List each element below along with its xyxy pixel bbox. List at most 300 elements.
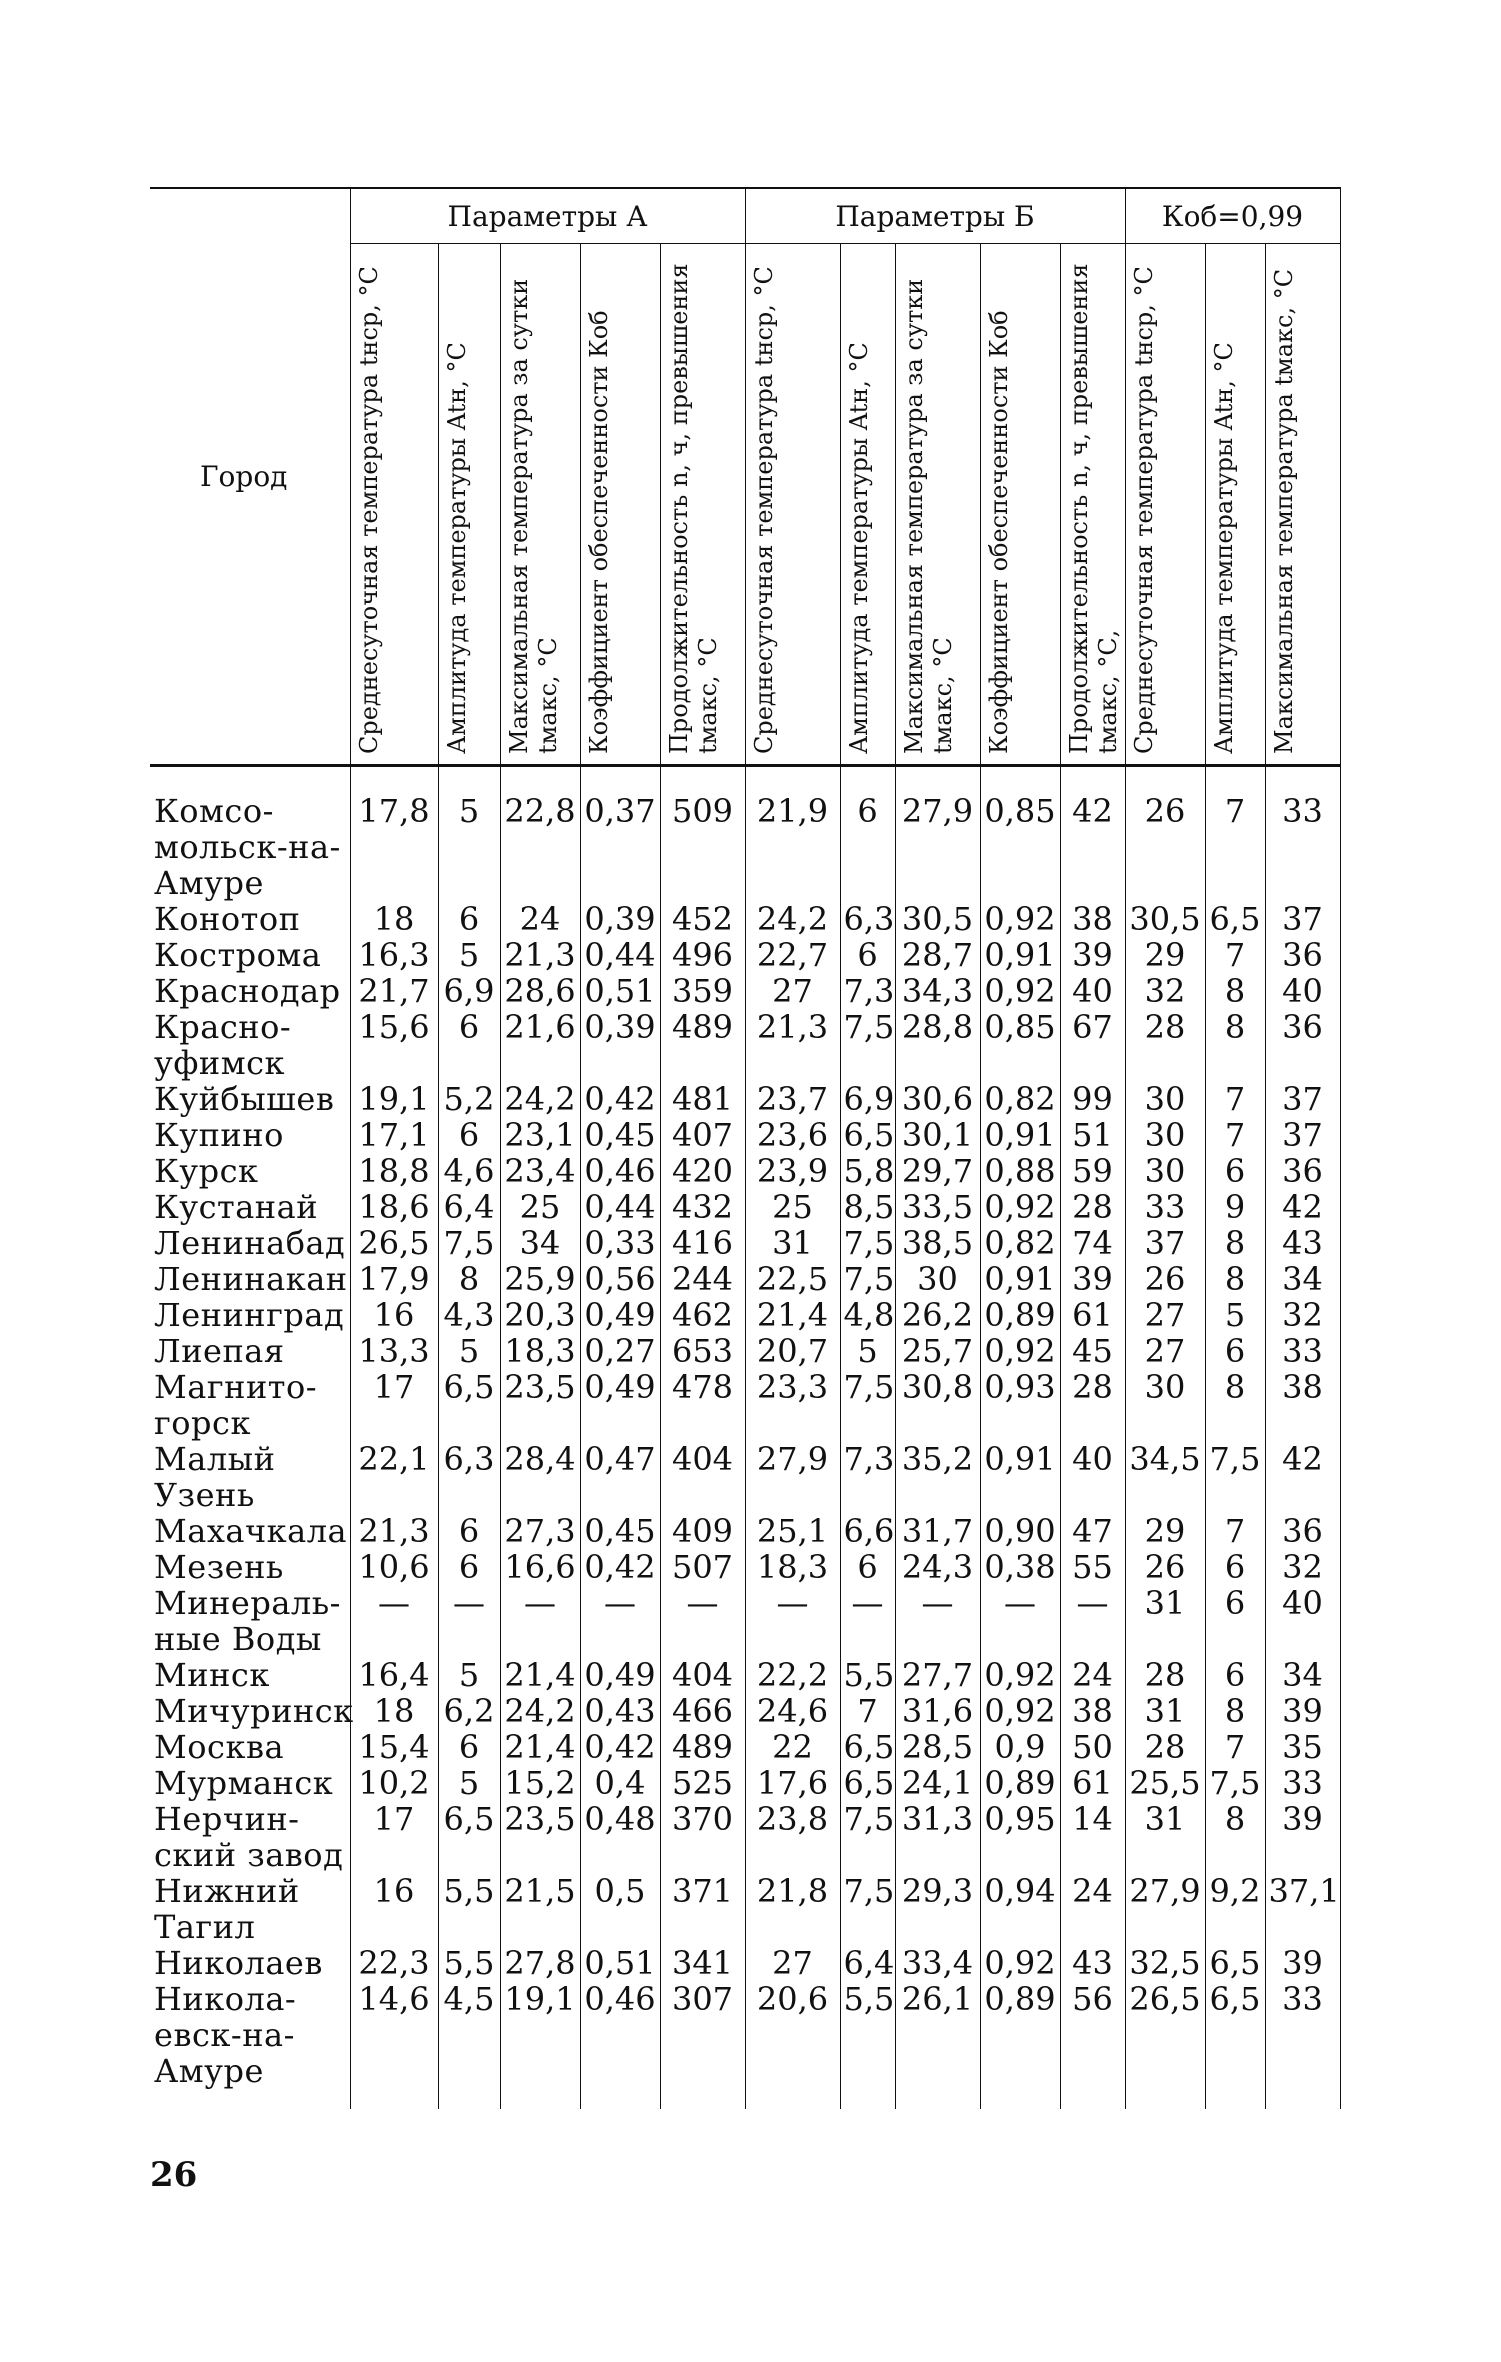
table-cell: 24 (500, 901, 580, 937)
table-cell: 0,37 (580, 766, 660, 902)
table-cell: 15,4 (350, 1729, 438, 1765)
column-header (580, 244, 660, 766)
column-header-text: Коэффициент обеспеченности Коб (584, 310, 613, 754)
table-cell: 30,5 (895, 901, 980, 937)
table-cell: 40 (1265, 973, 1340, 1009)
table-cell: 18,6 (350, 1189, 438, 1225)
table-cell: — (580, 1585, 660, 1657)
table-cell: 30,6 (895, 1081, 980, 1117)
column-header-text: Амплитуда температуры Atн, °С (442, 342, 471, 754)
table-row (150, 1801, 1340, 1873)
table-cell: 0,85 (980, 1009, 1060, 1081)
table-cell: 0,39 (580, 1009, 660, 1081)
table-cell: — (980, 1585, 1060, 1657)
table-cell: 59 (1060, 1153, 1125, 1189)
table-cell: 27,9 (895, 766, 980, 902)
table-row (150, 1153, 1340, 1189)
table-cell: 0,91 (980, 1261, 1060, 1297)
table-cell: 6 (1205, 1585, 1265, 1657)
table-cell: 0,90 (980, 1513, 1060, 1549)
table-cell: 45 (1060, 1333, 1125, 1369)
table-cell: 33,4 (895, 1945, 980, 1981)
table-cell: 28 (1125, 1657, 1205, 1693)
table-cell: 21,3 (500, 937, 580, 973)
table-cell: 18 (350, 1693, 438, 1729)
table-cell: 0,93 (980, 1369, 1060, 1441)
table-body (150, 766, 1340, 2110)
column-header (350, 244, 438, 766)
table-cell: 6,3 (438, 1441, 500, 1513)
table-cell: 0,92 (980, 1333, 1060, 1369)
column-header (660, 244, 745, 766)
table-cell: 28 (1060, 1369, 1125, 1441)
table-cell: 30,8 (895, 1369, 980, 1441)
table-cell: 9,2 (1205, 1873, 1265, 1945)
table-cell: 6,5 (840, 1117, 895, 1153)
table-cell: 32 (1265, 1297, 1340, 1333)
city-name: Ленинград (154, 1296, 345, 1334)
table-cell: 359 (660, 973, 745, 1009)
table-cell: 7 (1205, 1729, 1265, 1765)
table-cell: 6 (840, 1549, 895, 1585)
table-cell: 38 (1265, 1369, 1340, 1441)
table-cell: 0,44 (580, 937, 660, 973)
table-cell: 5 (438, 1333, 500, 1369)
table-cell: 23,5 (500, 1801, 580, 1873)
table-cell: 0,88 (980, 1153, 1060, 1189)
column-header (895, 244, 980, 766)
table-cell: 0,92 (980, 1189, 1060, 1225)
table-cell: — (500, 1585, 580, 1657)
city-name: Минераль- ные Воды (154, 1584, 341, 1658)
city-name: Нижний Тагил (154, 1872, 300, 1946)
table-cell: 0,51 (580, 1945, 660, 1981)
table-cell: 404 (660, 1441, 745, 1513)
table-cell: 244 (660, 1261, 745, 1297)
table-cell: 0,9 (980, 1729, 1060, 1765)
climate-table (150, 187, 1341, 2109)
table-cell: 21,4 (500, 1657, 580, 1693)
table-cell: 74 (1060, 1225, 1125, 1261)
city-column-header: Город (150, 188, 350, 766)
table-cell: 0,51 (580, 973, 660, 1009)
table-cell: 24,2 (500, 1693, 580, 1729)
city-name: Москва (154, 1728, 285, 1766)
table-cell: 0,82 (980, 1225, 1060, 1261)
table-cell: 21,4 (500, 1729, 580, 1765)
table-cell: 0,49 (580, 1297, 660, 1333)
table-cell: 466 (660, 1693, 745, 1729)
table-cell: 30 (1125, 1369, 1205, 1441)
table-cell: 7,5 (840, 1225, 895, 1261)
table-cell: 7,3 (840, 973, 895, 1009)
table-cell: 21,9 (745, 766, 840, 902)
table-cell: 42 (1265, 1189, 1340, 1225)
table-cell: 0,46 (580, 1153, 660, 1189)
table-cell: — (660, 1585, 745, 1657)
table-cell: 37 (1265, 901, 1340, 937)
table-cell: 7 (1205, 1513, 1265, 1549)
table-cell: 6 (438, 1729, 500, 1765)
table-cell: 21,5 (500, 1873, 580, 1945)
table-cell: 6,5 (1205, 1981, 1265, 2109)
table-row (150, 766, 1340, 902)
table-cell: 6,3 (840, 901, 895, 937)
table-cell: 37 (1265, 1117, 1340, 1153)
table-cell: 18,3 (500, 1333, 580, 1369)
column-header (980, 244, 1060, 766)
table-cell: 42 (1265, 1441, 1340, 1513)
table-cell: 0,33 (580, 1225, 660, 1261)
table-cell: 39 (1265, 1693, 1340, 1729)
table-cell: 31,6 (895, 1693, 980, 1729)
table-cell: 18 (350, 901, 438, 937)
column-header-text: Среднесуточная температура tнср, °С (354, 266, 383, 754)
table-cell: 38 (1060, 901, 1125, 937)
column-header-text: Амплитуда температуры Atн, °С (844, 342, 873, 754)
city-name: Комсо- мольск-на- Амуре (154, 792, 341, 902)
table-cell: 7 (1205, 1117, 1265, 1153)
table-cell: 6,5 (1205, 1945, 1265, 1981)
column-header-text: Максимальная температура за сутки tмакс, °С (504, 278, 562, 754)
column-header-text: Продолжительность n, ч, превышения tмакс, °С (664, 263, 722, 754)
table-cell: — (1060, 1585, 1125, 1657)
table-cell: 6,5 (438, 1369, 500, 1441)
column-header-text: Продолжительность n, ч, превышения tмакс, °С, (1064, 263, 1122, 754)
table-cell: 7,5 (840, 1261, 895, 1297)
table-cell: — (840, 1585, 895, 1657)
table-cell: 40 (1265, 1585, 1340, 1657)
table-cell: 43 (1265, 1225, 1340, 1261)
table-cell: 47 (1060, 1513, 1125, 1549)
city-name: Мурманск (154, 1764, 334, 1802)
table-cell: 370 (660, 1801, 745, 1873)
table-cell: 38,5 (895, 1225, 980, 1261)
table-row (150, 1189, 1340, 1225)
table-cell: 0,42 (580, 1549, 660, 1585)
table-cell: 67 (1060, 1009, 1125, 1081)
table-cell: 36 (1265, 1009, 1340, 1081)
table-cell: 30 (1125, 1117, 1205, 1153)
table-cell: 27 (745, 1945, 840, 1981)
table-cell: 6,5 (840, 1765, 895, 1801)
table-cell: 16,6 (500, 1549, 580, 1585)
table-cell: 36 (1265, 937, 1340, 973)
table-cell: 42 (1060, 766, 1125, 902)
table-cell: 7,5 (1205, 1765, 1265, 1801)
table-cell: 29,3 (895, 1873, 980, 1945)
table-cell: 27,9 (745, 1441, 840, 1513)
table-cell: 28 (1060, 1189, 1125, 1225)
table-cell: 0,89 (980, 1765, 1060, 1801)
column-header (1265, 244, 1340, 766)
table-cell: 8 (1205, 1693, 1265, 1729)
table-cell: 39 (1265, 1801, 1340, 1873)
table-cell: 5,5 (438, 1945, 500, 1981)
table-cell: — (745, 1585, 840, 1657)
group-header-params-b: Параметры Б (745, 188, 1125, 244)
table-cell: 21,4 (745, 1297, 840, 1333)
table-cell: 478 (660, 1369, 745, 1441)
table-cell: 0,91 (980, 937, 1060, 973)
table-cell: 20,7 (745, 1333, 840, 1369)
table-row (150, 1765, 1340, 1801)
city-name: Кострома (154, 936, 322, 974)
table-row (150, 1369, 1340, 1441)
table-cell: 19,1 (350, 1081, 438, 1117)
table-cell: 39 (1060, 937, 1125, 973)
table-cell: 37 (1265, 1081, 1340, 1117)
table-row (150, 1225, 1340, 1261)
table-cell: 6,5 (438, 1801, 500, 1873)
table-cell: 22 (745, 1729, 840, 1765)
table-cell: 28 (1125, 1729, 1205, 1765)
table-cell: 5,8 (840, 1153, 895, 1189)
table-cell: 33,5 (895, 1189, 980, 1225)
table-cell: 307 (660, 1981, 745, 2109)
table-cell: 17,1 (350, 1117, 438, 1153)
city-name: Мичуринск (154, 1692, 354, 1730)
table-cell: 0,92 (980, 1657, 1060, 1693)
table-cell: 17,6 (745, 1765, 840, 1801)
table-cell: 34,5 (1125, 1441, 1205, 1513)
table-cell: 341 (660, 1945, 745, 1981)
table-cell: 420 (660, 1153, 745, 1189)
table-cell: 0,82 (980, 1081, 1060, 1117)
table-row (150, 937, 1340, 973)
table-cell: 8 (1205, 1009, 1265, 1081)
table-cell: 61 (1060, 1765, 1125, 1801)
table-cell: 24,2 (745, 901, 840, 937)
city-name: Мезень (154, 1548, 284, 1586)
table-cell: 6,2 (438, 1693, 500, 1729)
table-cell: 23,8 (745, 1801, 840, 1873)
table-cell: 18,3 (745, 1549, 840, 1585)
column-header-text: Среднесуточная температура tнср, °С (1129, 266, 1158, 754)
table-cell: 32 (1125, 973, 1205, 1009)
table-cell: 0,5 (580, 1873, 660, 1945)
table-cell: 7,5 (840, 1873, 895, 1945)
city-name: Николаев (154, 1944, 323, 1982)
table-cell: 21,6 (500, 1009, 580, 1081)
table-cell: 6,9 (840, 1081, 895, 1117)
table-cell: 40 (1060, 1441, 1125, 1513)
table-cell: 31 (745, 1225, 840, 1261)
table-cell: 452 (660, 901, 745, 937)
city-name: Куйбышев (154, 1080, 335, 1118)
table-cell: 34,3 (895, 973, 980, 1009)
table-cell: 496 (660, 937, 745, 973)
table-cell: 6,5 (840, 1729, 895, 1765)
table-cell: 509 (660, 766, 745, 902)
table-cell: 5,5 (840, 1657, 895, 1693)
table-cell: 17,9 (350, 1261, 438, 1297)
table-cell: 416 (660, 1225, 745, 1261)
table-cell: 30 (1125, 1081, 1205, 1117)
city-name: Малый Узень (154, 1440, 276, 1514)
table-cell: 25,1 (745, 1513, 840, 1549)
table-cell: 61 (1060, 1297, 1125, 1333)
table-cell: 10,6 (350, 1549, 438, 1585)
table-cell: 17 (350, 1369, 438, 1441)
table-cell: 0,48 (580, 1801, 660, 1873)
table-cell: 8,5 (840, 1189, 895, 1225)
table-cell: 0,38 (980, 1549, 1060, 1585)
table-cell: 7,5 (1205, 1441, 1265, 1513)
table-cell: 23,1 (500, 1117, 580, 1153)
table-cell: 36 (1265, 1153, 1340, 1189)
table-cell: 17 (350, 1801, 438, 1873)
table-cell: 26,5 (1125, 1981, 1205, 2109)
city-name: Краснодар (154, 972, 341, 1010)
table-cell: 13,3 (350, 1333, 438, 1369)
table-cell: 23,3 (745, 1369, 840, 1441)
table-cell: 36 (1265, 1513, 1340, 1549)
table-cell: 4,8 (840, 1297, 895, 1333)
group-header-kob: Коб=0,99 (1125, 188, 1340, 244)
column-header (438, 244, 500, 766)
table-cell: 39 (1060, 1261, 1125, 1297)
table-cell: 7 (1205, 1081, 1265, 1117)
table-cell: 25,5 (1125, 1765, 1205, 1801)
table-row (150, 1657, 1340, 1693)
table-cell: 4,3 (438, 1297, 500, 1333)
table-cell: 30 (895, 1261, 980, 1297)
table-cell: 0,44 (580, 1189, 660, 1225)
table-cell: 39 (1265, 1945, 1340, 1981)
table-cell: 28,7 (895, 937, 980, 973)
table-cell: 6,4 (840, 1945, 895, 1981)
table-cell: 31,3 (895, 1801, 980, 1873)
table-row (150, 901, 1340, 937)
table-cell: 0,92 (980, 901, 1060, 937)
table-cell: 43 (1060, 1945, 1125, 1981)
table-cell: 27,9 (1125, 1873, 1205, 1945)
table-cell: 0,45 (580, 1117, 660, 1153)
table-cell: 22,5 (745, 1261, 840, 1297)
column-header-text: Максимальная температура за сутки tмакс, °С (899, 278, 957, 754)
table-cell: 0,56 (580, 1261, 660, 1297)
table-cell: 37 (1125, 1225, 1205, 1261)
table-cell: 7,5 (840, 1369, 895, 1441)
table-cell: 17,8 (350, 766, 438, 902)
table-cell: 28,6 (500, 973, 580, 1009)
table-cell: 5,5 (438, 1873, 500, 1945)
table-cell: 8 (1205, 1369, 1265, 1441)
table-cell: 5 (840, 1333, 895, 1369)
table-row (150, 1441, 1340, 1513)
table-cell: 9 (1205, 1189, 1265, 1225)
table-row (150, 1117, 1340, 1153)
table-row (150, 1081, 1340, 1117)
city-name: Купино (154, 1116, 284, 1154)
table-cell: 16,4 (350, 1657, 438, 1693)
table-cell: 15,6 (350, 1009, 438, 1081)
column-header-text: Максимальная температура tмакс, °С (1269, 268, 1298, 754)
table-cell: 507 (660, 1549, 745, 1585)
city-name: Конотоп (154, 900, 301, 938)
table-cell: 28 (1125, 1009, 1205, 1081)
table-cell: 19,1 (500, 1981, 580, 2109)
table-cell: 7 (840, 1693, 895, 1729)
table-cell: 23,9 (745, 1153, 840, 1189)
table-cell: 31,7 (895, 1513, 980, 1549)
table-cell: 0,42 (580, 1729, 660, 1765)
table-cell: 21,7 (350, 973, 438, 1009)
column-header-text: Амплитуда температуры Atн, °С (1209, 342, 1238, 754)
table-cell: 55 (1060, 1549, 1125, 1585)
table-cell: 21,8 (745, 1873, 840, 1945)
table-cell: 6 (438, 1009, 500, 1081)
table-cell: 23,4 (500, 1153, 580, 1189)
city-name: Кустанай (154, 1188, 319, 1226)
table-cell: 23,5 (500, 1369, 580, 1441)
table-cell: 6 (1205, 1333, 1265, 1369)
table-cell: 26,1 (895, 1981, 980, 2109)
table-cell: 30,5 (1125, 901, 1205, 937)
table-row (150, 1945, 1340, 1981)
table-cell: 29 (1125, 1513, 1205, 1549)
table-cell: 0,94 (980, 1873, 1060, 1945)
table-cell: 4,5 (438, 1981, 500, 2109)
table-cell: 8 (1205, 1225, 1265, 1261)
table-row (150, 1693, 1340, 1729)
table-cell: 33 (1265, 766, 1340, 902)
table-cell: 24 (1060, 1873, 1125, 1945)
table-cell: 6 (438, 901, 500, 937)
table-cell: 28,8 (895, 1009, 980, 1081)
city-name: Курск (154, 1152, 259, 1190)
table-cell: 4,6 (438, 1153, 500, 1189)
table-cell: 35 (1265, 1729, 1340, 1765)
table-cell: 22,1 (350, 1441, 438, 1513)
column-header (1205, 244, 1265, 766)
table-cell: 51 (1060, 1117, 1125, 1153)
table-cell: — (438, 1585, 500, 1657)
table-cell: — (895, 1585, 980, 1657)
table-cell: 24 (1060, 1657, 1125, 1693)
table-cell: 32,5 (1125, 1945, 1205, 1981)
table-cell: 5 (1205, 1297, 1265, 1333)
table-cell: 481 (660, 1081, 745, 1117)
table-cell: 0,89 (980, 1297, 1060, 1333)
table-cell: 409 (660, 1513, 745, 1549)
table-cell: 8 (1205, 1801, 1265, 1873)
table-cell: 0,92 (980, 1693, 1060, 1729)
table-cell: 40 (1060, 973, 1125, 1009)
city-name: Махачкала (154, 1512, 348, 1550)
table-row (150, 1729, 1340, 1765)
table-cell: 6 (1205, 1549, 1265, 1585)
column-header (745, 244, 840, 766)
column-header (1125, 244, 1205, 766)
city-name: Нерчин- ский завод (154, 1800, 344, 1874)
table-cell: 33 (1265, 1765, 1340, 1801)
table-cell: — (350, 1585, 438, 1657)
table-cell: 0,92 (980, 973, 1060, 1009)
table-cell: 6,9 (438, 973, 500, 1009)
table-cell: 407 (660, 1117, 745, 1153)
table-cell: 30,1 (895, 1117, 980, 1153)
table-cell: 6 (1205, 1657, 1265, 1693)
table-cell: 24,2 (500, 1081, 580, 1117)
table-cell: 14,6 (350, 1981, 438, 2109)
table-cell: 34 (1265, 1657, 1340, 1693)
table-cell: 27 (745, 973, 840, 1009)
table-cell: 5,2 (438, 1081, 500, 1117)
table-cell: 525 (660, 1765, 745, 1801)
table-cell: 28,5 (895, 1729, 980, 1765)
